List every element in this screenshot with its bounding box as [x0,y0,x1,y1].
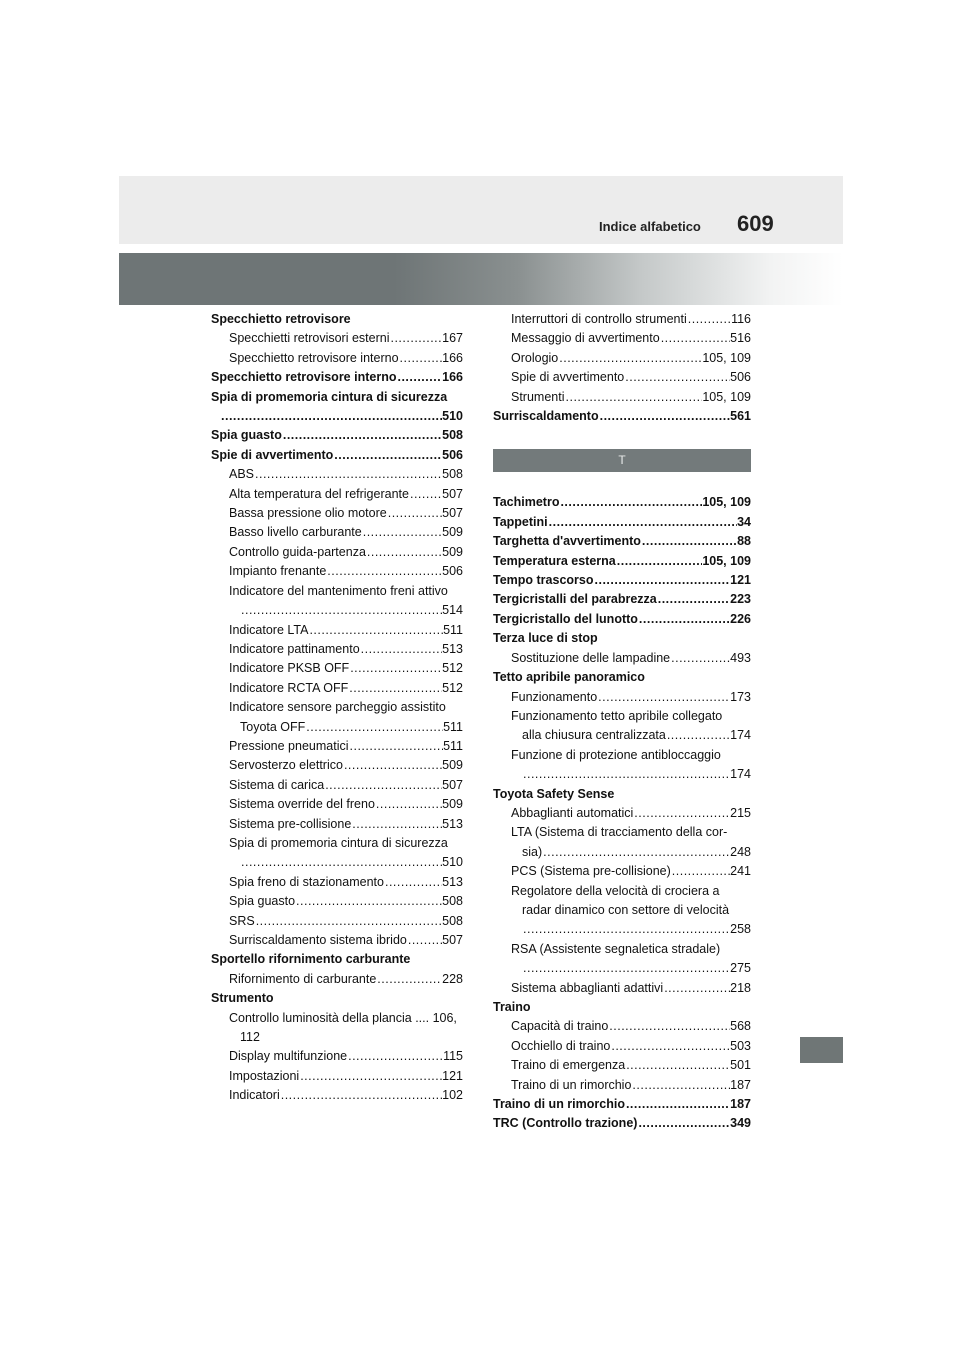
index-entry [211,950,463,969]
index-entry [211,310,463,329]
entry-page-ref: 501 [730,1058,751,1073]
index-entry [493,979,751,998]
dot-leader [389,329,442,348]
entry-page-ref: 174 [730,767,751,782]
dot-leader [384,873,442,892]
index-entry [493,571,751,590]
index-entry [211,795,463,814]
entry-term: Specchietto retrovisore interno [211,370,397,385]
entry-page-ref: 105, 109 [702,553,751,568]
index-entry [493,513,751,532]
index-entry [211,543,463,562]
entry-term: Specchietto retrovisore interno [229,350,399,365]
entry-term: Sistema pre-collisione [229,816,352,831]
index-entry [493,407,751,426]
entry-term: Controllo luminosità della plancia .... 106, [229,1010,457,1025]
dot-leader [305,718,443,737]
entry-page-ref: 105, 109 [702,495,751,510]
entry-page-ref: 116 [731,312,751,326]
entry-page-ref: 506 [730,370,751,385]
dot-leader [670,649,730,668]
index-entry [493,1076,751,1095]
index-entry [493,998,751,1017]
dot-leader [522,920,730,939]
entry-term: Spia guasto [211,428,282,443]
entry-term: alla chiusura centralizzata [522,728,666,743]
index-entry [211,621,463,640]
index-entry [493,1095,751,1114]
entry-term: Occhiello di traino [511,1038,611,1053]
entry-term: Orologio [511,350,559,365]
entry-page-ref: 121 [730,573,751,588]
entry-page-ref: 506 [442,447,463,462]
entry-page-ref: 568 [730,1019,751,1034]
dot-leader [348,679,442,698]
entry-term: Spia guasto [229,894,296,909]
entry-term: Specchietto retrovisore [211,312,351,326]
entry-page-ref: 166 [442,370,463,385]
entry-page-ref: 508 [442,913,463,928]
dot-leader [308,621,443,640]
index-group-s-continued [493,310,751,426]
entry-term: Surriscaldamento [493,409,599,424]
entry-page-ref: 513 [442,816,463,831]
index-entry [211,388,463,407]
entry-term: Regolatore della velocità di crociera a [511,883,720,898]
dot-leader [349,737,444,756]
entry-term: ABS [229,467,255,482]
dot-leader [407,931,442,950]
index-column-left [211,310,463,1106]
chapter-thumb-tab [800,1037,843,1063]
entry-page-ref: 507 [442,506,463,521]
index-entry [493,590,751,609]
dot-leader [631,1076,730,1095]
index-entry [493,804,751,823]
entry-page-ref: 166 [442,350,463,365]
index-entry [493,726,751,745]
entry-term: Spia di promemoria cintura di sicurezza [211,389,448,404]
dot-leader [254,465,442,484]
dot-leader [282,426,442,445]
entry-page-ref: 507 [442,933,463,947]
dot-leader [280,1086,442,1105]
entry-term: Basso livello carburante [229,525,362,540]
dot-leader [409,485,442,504]
entry-term: Pressione pneumatici [229,738,349,753]
index-entry [493,823,751,842]
dot-leader [366,543,442,562]
entry-page-ref: 509 [442,544,463,559]
index-entry [493,843,751,862]
entry-page-ref: 173 [730,689,751,704]
entry-page-ref: 509 [442,797,463,812]
entry-page-ref: 228 [442,971,463,986]
dot-leader [347,1047,443,1066]
entry-term: Bassa pressione olio motore [229,506,387,521]
index-entry [211,834,463,853]
dot-leader [240,853,442,872]
entry-page-ref: 187 [730,1077,751,1092]
dot-leader [522,959,730,978]
dot-leader [351,815,442,834]
entry-term: Impianto frenante [229,564,327,579]
index-entry [211,368,463,387]
dot-leader [548,513,737,532]
entry-term: Spia freno di stazionamento [229,874,384,889]
entry-term: Strumenti [511,389,565,404]
dot-leader [608,1017,730,1036]
entry-term: Controllo guida-partenza [229,544,366,559]
entry-term: Servosterzo elettrico [229,758,343,773]
entry-term: Funzionamento tetto apribile collegato [511,708,723,723]
entry-term: Tetto apribile panoramico [493,670,645,685]
dot-leader [558,349,702,368]
index-entry [211,1009,463,1028]
entry-page-ref: 503 [730,1038,751,1053]
index-entry [211,756,463,775]
index-entry [211,1028,463,1047]
index-entry [211,912,463,931]
index-entry [493,765,751,784]
index-entry [493,920,751,939]
entry-term: sia) [522,844,543,859]
dot-leader [638,610,730,629]
entry-page-ref: 511 [443,719,463,734]
entry-term: SRS [229,913,255,928]
entry-term: Sistema abbaglianti adattivi [511,980,664,995]
entry-term: Spie di avvertimento [511,370,625,385]
entry-term: Display multifunzione [229,1049,348,1064]
entry-page-ref: 215 [730,805,751,820]
index-entry [493,349,751,368]
entry-term: Tergicristallo del lunotto [493,611,638,626]
entry-term: Spia di promemoria cintura di sicurezza [229,835,448,850]
entry-page-ref: 258 [730,922,751,937]
index-entry [211,582,463,601]
dot-leader [671,862,730,881]
index-entry [211,601,463,620]
index-entry [211,989,463,1008]
dot-leader [616,552,703,571]
entry-page-ref: 514 [442,603,463,618]
dot-leader [625,1056,730,1075]
index-entry [211,640,463,659]
index-entry [211,1047,463,1066]
index-entry [493,901,751,920]
entry-term: Temperatura esterna [493,553,616,568]
dot-leader [663,979,730,998]
entry-term: Alta temperatura del refrigerante [229,486,409,501]
index-entry [493,649,751,668]
index-entry [493,1056,751,1075]
index-entry [493,668,751,687]
index-entry [493,329,751,348]
entry-page-ref: 275 [730,961,751,976]
entry-page-ref: 506 [442,564,463,579]
dot-leader [362,523,442,542]
entry-term: Specchietti retrovisori esterni [229,331,390,346]
entry-page-ref: 187 [730,1097,751,1112]
dot-leader [376,970,442,989]
index-entry [493,532,751,551]
index-entry [493,1017,751,1036]
entry-page-ref: 513 [442,641,463,656]
entry-term: Terza luce di stop [493,631,598,646]
entry-term: Sistema di carica [229,777,325,792]
entry-page-ref: 508 [442,428,463,443]
entry-page-ref: 513 [442,874,463,889]
dot-leader [637,1114,730,1133]
entry-term: Sportello rifornimento carburante [211,952,411,967]
page-number: 609 [737,211,774,236]
entry-page-ref: 218 [730,980,751,995]
entry-term: Toyota OFF [240,719,306,734]
entry-term: Surriscaldamento sistema ibrido [229,933,407,947]
index-entry [493,610,751,629]
entry-page-ref: 511 [443,622,463,637]
entry-page-ref: 349 [730,1116,751,1131]
index-entry [493,707,751,726]
entry-page-ref: 174 [730,728,751,743]
index-entry [211,853,463,872]
entry-page-ref: 88 [737,534,751,549]
dot-leader [657,590,730,609]
dot-leader [594,571,731,590]
entry-term: Strumento [211,991,274,1006]
dot-leader [360,640,443,659]
entry-term: Indicatori [229,1088,280,1103]
entry-term: Traino di un rimorchio [511,1077,632,1092]
entry-term: Tappetini [493,514,548,529]
dot-leader [597,688,730,707]
dot-leader [522,765,730,784]
entry-term: Traino di emergenza [511,1058,626,1073]
index-entry [211,815,463,834]
dot-leader [633,804,730,823]
entry-page-ref: 115 [443,1049,463,1064]
index-entry [211,659,463,678]
entry-page-ref: 493 [730,650,751,665]
index-column-right [493,310,751,1134]
entry-page-ref: 241 [730,864,751,879]
index-entry [211,970,463,989]
dot-leader [624,368,730,387]
entry-term: PCS (Sistema pre-collisione) [511,864,671,879]
index-entry [493,493,751,512]
entry-term: Interruttori di controllo strumenti [511,312,687,326]
entry-page-ref: 121 [442,1068,463,1083]
index-entry [211,737,463,756]
index-entry [211,679,463,698]
dot-leader [255,912,442,931]
index-entry [493,388,751,407]
entry-page-ref: 509 [442,758,463,773]
entry-page-ref: 102 [442,1088,463,1103]
entry-term: radar dinamico con settore di velocità [522,902,730,917]
entry-page-ref: 508 [442,894,463,909]
entry-term: Messaggio di avvertimento [511,331,660,346]
entry-page-ref: 105, 109 [702,350,751,365]
dot-leader [641,532,737,551]
entry-page-ref: 34 [737,514,751,529]
index-entry [211,698,463,717]
entry-term: Indicatore RCTA OFF [229,680,349,695]
entry-page-ref: 248 [730,844,751,859]
index-entry [211,407,463,426]
entry-page-ref: 510 [442,409,463,424]
index-entry [493,310,751,329]
index-entry [211,329,463,348]
index-entry [493,862,751,881]
entry-page-ref: 516 [730,331,751,346]
dot-leader [625,1095,730,1114]
index-entry [211,776,463,795]
index-entry [211,465,463,484]
entry-term: Rifornimento di carburante [229,971,377,986]
entry-term: RSA (Assistente segnaletica stradale) [511,941,721,956]
index-entry [211,426,463,445]
entry-page-ref: 511 [443,738,463,753]
index-entry [211,718,463,737]
entry-term: TRC (Controllo trazione) [493,1116,638,1131]
entry-term: 112 [240,1030,260,1045]
header-gradient-bar [119,253,843,305]
dot-leader [343,756,442,775]
entry-term: Sistema override del freno [229,797,375,812]
index-entry [211,931,463,950]
index-entry [211,523,463,542]
dot-leader [542,843,730,862]
entry-term: Funzione di protezione antibloccaggio [511,747,721,762]
index-entry [493,959,751,978]
dot-leader [387,504,442,523]
entry-page-ref: 512 [442,661,463,676]
dot-leader [324,776,442,795]
entry-page-ref: 105, 109 [702,389,751,404]
index-entry [493,785,751,804]
entry-page-ref: 561 [730,409,751,424]
entry-page-ref: 226 [730,611,751,626]
index-entry [493,629,751,648]
entry-page-ref: 507 [442,777,463,792]
entry-term: LTA (Sistema di tracciamento della cor- [511,825,728,840]
dot-leader [299,1067,442,1086]
entry-page-ref: 167 [442,331,463,346]
index-entry [211,485,463,504]
entry-page-ref: 509 [442,525,463,540]
entry-term: Sostituzione delle lampadine [511,650,671,665]
entry-term: Impostazioni [229,1068,300,1083]
index-group-t [493,493,751,1133]
dot-leader [396,368,442,387]
section-title: Indice alfabetico [599,219,701,234]
entry-term: Tergicristalli del parabrezza [493,592,657,607]
index-entry [211,1067,463,1086]
index-entry [211,1086,463,1105]
entry-term: Indicatore PKSB OFF [229,661,350,676]
entry-term: Targhetta d'avvertimento [493,534,641,549]
index-entry [211,873,463,892]
dot-leader [559,493,702,512]
index-entry [493,1037,751,1056]
dot-leader [326,562,442,581]
entry-term: Traino [493,1000,531,1014]
index-entry [493,368,751,387]
dot-leader [599,407,731,426]
entry-page-ref: 223 [730,592,751,607]
index-entry [211,562,463,581]
index-entry [493,552,751,571]
dot-leader [220,407,442,426]
dot-leader [666,726,730,745]
entry-term: Toyota Safety Sense [493,786,615,801]
entry-page-ref: 510 [442,855,463,870]
index-entry [493,940,751,959]
header-band [119,176,843,244]
index-entry [493,688,751,707]
entry-term: Spie di avvertimento [211,447,334,462]
entry-term: Indicatore sensore parcheggio assistito [229,700,446,715]
entry-term: Capacità di traino [511,1019,609,1034]
dot-leader [295,892,442,911]
index-entry [211,504,463,523]
dot-leader [610,1037,730,1056]
entry-term: Abbaglianti automatici [511,805,634,820]
dot-leader [375,795,442,814]
index-entry [493,1114,751,1133]
entry-page-ref: 507 [442,486,463,501]
entry-page-ref: 512 [442,680,463,695]
entry-term: Traino di un rimorchio [493,1097,625,1112]
index-entry [211,892,463,911]
entry-term: Indicatore pattinamento [229,641,360,656]
entry-term: Tempo trascorso [493,573,594,588]
dot-leader [349,659,442,678]
entry-term: Indicatore del mantenimento freni attivo [229,583,448,598]
index-entry [493,882,751,901]
dot-leader [660,329,730,348]
entry-term: Indicatore LTA [229,622,309,637]
entry-term: Funzionamento [511,689,598,704]
index-entry [211,349,463,368]
dot-leader [240,601,442,620]
dot-leader [687,310,731,329]
dot-leader [399,349,443,368]
dot-leader [565,388,703,407]
entry-term: Tachimetro [493,495,560,510]
dot-leader [333,446,442,465]
section-letter-header: T [493,449,751,472]
entry-page-ref: 508 [442,467,463,482]
index-entry [493,746,751,765]
index-entry [211,446,463,465]
